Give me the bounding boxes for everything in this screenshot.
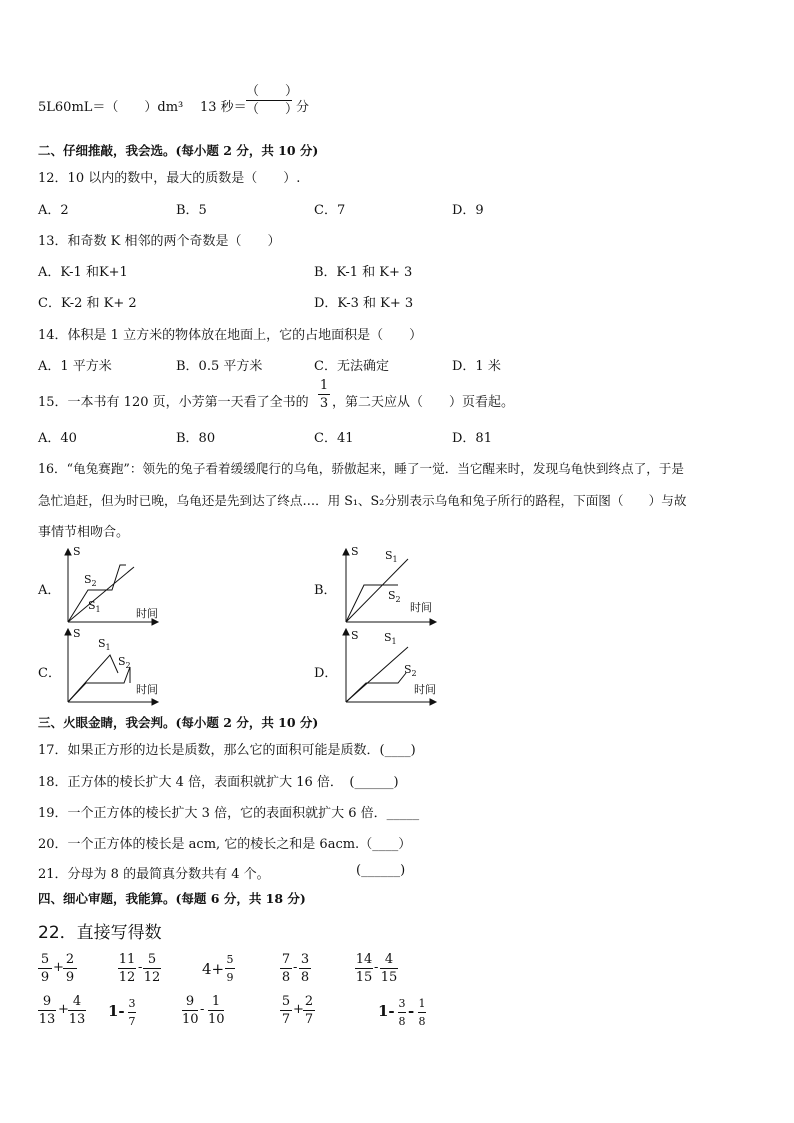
- q12-stem: 12．10 以内的数中，最大的质数是（ ）.: [38, 171, 301, 186]
- q13-stem: 13．和奇数 K 相邻的两个奇数是（ ）: [38, 234, 281, 249]
- calc-6-op: +: [58, 1002, 69, 1017]
- graph-label-c: C．: [38, 666, 61, 681]
- q12-opt-b: B．5: [176, 203, 207, 218]
- q15-opt-c: C．41: [314, 431, 354, 446]
- calc-3-whole: 4+: [202, 960, 225, 978]
- q16-line-2: 急忙追赶，但为时已晚，乌龟还是先到达了终点…．用 S₁、S₂分别表示乌龟和兔子所行的路程，下面图（ ）与故: [38, 493, 687, 508]
- calc-9-b: 2 7: [304, 994, 314, 1027]
- axis-time-label: 时间: [410, 601, 432, 614]
- axis-s-label: S: [351, 629, 359, 642]
- calc-7-whole: 1-: [108, 1002, 125, 1020]
- section-2-title: 二、仔细推敲，我会选。(每小题 2 分，共 10 分): [38, 143, 319, 158]
- calc-4-op: -: [293, 960, 298, 975]
- graph-d: [336, 625, 440, 709]
- graph-c: [58, 625, 162, 709]
- section-3-title: 三、火眼金睛，我会判。(每小题 2 分，共 10 分): [38, 715, 319, 730]
- calc-10-op2: -: [408, 1002, 415, 1020]
- calc-2-op: -: [138, 960, 143, 975]
- conversion-seconds: 13 秒＝: [200, 100, 247, 115]
- calc-8-a: 9 10: [182, 994, 199, 1027]
- q22-title: 22．直接写得数: [38, 923, 162, 943]
- q15-opt-b: B．80: [176, 431, 216, 446]
- q12-opt-c: C．7: [314, 203, 346, 218]
- calc-5-a: 14 15: [355, 952, 373, 985]
- calc-10-whole: 1-: [378, 1002, 395, 1020]
- calc-1-op: +: [53, 960, 64, 975]
- q14-opt-a: A．1 平方米: [38, 359, 112, 374]
- s1-label: $S_1$: [98, 637, 111, 652]
- calc-2-b: 5 12: [143, 952, 161, 985]
- q21-blank: (______): [356, 863, 406, 878]
- calc-10-b: 3 8: [398, 997, 406, 1028]
- calc-6-b: 4 13: [68, 994, 86, 1027]
- calc-4-b: 3 8: [300, 952, 310, 985]
- q20: 20．一个正方体的棱长是 acm, 它的棱长之和是 6acm.（____）: [38, 837, 412, 852]
- q15-stem-a: 15．一本书有 120 页，小芳第一天看了全书的: [38, 395, 309, 410]
- calc-2-a: 11 12: [118, 952, 136, 985]
- axis-time-label: 时间: [414, 683, 436, 696]
- q15-stem-b: ，第二天应从（ ）页看起。: [332, 395, 515, 410]
- q14-stem: 14．体积是 1 立方米的物体放在地面上，它的占地面积是（ ）: [38, 328, 423, 343]
- calc-1-a: 5 9: [38, 952, 52, 985]
- axis-s-label: S: [73, 545, 81, 558]
- graph-a: [58, 545, 162, 629]
- s1-line: [68, 655, 118, 702]
- q19: 19．一个正方体的棱长扩大 3 倍，它的表面积就扩大 6 倍．_____: [38, 806, 420, 821]
- q13-opt-a: A．K-1 和K+1: [38, 265, 128, 280]
- s2-line: [68, 667, 130, 702]
- graph-b: [336, 545, 440, 629]
- axis-s-label: S: [73, 627, 81, 640]
- calc-6-a: 9 13: [38, 994, 56, 1027]
- q16-line-3: 事情节相吻合。: [38, 525, 130, 540]
- calc-5-op: -: [374, 960, 379, 975]
- calc-4-a: 7 8: [281, 952, 291, 985]
- q14-opt-d: D．1 米: [452, 359, 501, 374]
- axis-s-label: S: [351, 545, 359, 558]
- s2-label: $S_2$: [388, 589, 401, 604]
- calc-9-op: +: [293, 1002, 304, 1017]
- s2-label: $S_2$: [404, 663, 417, 678]
- calc-3-b: 5 9: [226, 953, 234, 984]
- q17: 17．如果正方形的边长是质数，那么它的面积可能是质数．(____): [38, 743, 416, 758]
- calc-10-c: 1 8: [418, 997, 426, 1028]
- s2-label: $S_2$: [118, 655, 131, 670]
- q15-fraction: 1 3: [319, 378, 329, 411]
- q13-opt-c: C．K-2 和 K+ 2: [38, 296, 137, 311]
- s1-line: [346, 559, 408, 622]
- calc-8-b: 1 10: [208, 994, 225, 1027]
- calc-8-op: -: [200, 1002, 205, 1017]
- s2-label: $S_2$: [84, 573, 97, 588]
- q14-opt-c: C．无法确定: [314, 359, 389, 374]
- conversion-unit: 分: [296, 100, 310, 115]
- calc-5-b: 4 15: [380, 952, 398, 985]
- q15-opt-d: D．81: [452, 431, 492, 446]
- s1-label: $S_1$: [88, 599, 101, 614]
- conversion-volume: 5L60mL＝（ ）dm³: [38, 100, 184, 115]
- q13-opt-d: D．K-3 和 K+ 3: [314, 296, 414, 311]
- calc-7-b: 3 7: [128, 997, 136, 1028]
- calc-1-b: 2 9: [63, 952, 77, 985]
- conversion-fraction: （ ） （ ）: [246, 84, 299, 117]
- s1-label: $S_1$: [385, 549, 398, 564]
- q16-line-1: 16．“龟兔赛跑”：领先的兔子看着缓缓爬行的乌龟，骄傲起来，睡了一觉．当它醒来时，发现乌龟快到终点了，于是: [38, 461, 684, 476]
- s1-line: [68, 567, 134, 622]
- calc-9-a: 5 7: [281, 994, 291, 1027]
- q18: 18．正方体的棱长扩大 4 倍，表面积就扩大 16 倍． (______): [38, 775, 399, 790]
- q12-opt-a: A．2: [38, 203, 69, 218]
- axis-time-label: 时间: [136, 683, 158, 696]
- s1-label: $S_1$: [384, 631, 397, 646]
- s2-line: [346, 673, 406, 702]
- q13-opt-b: B．K-1 和 K+ 3: [314, 265, 413, 280]
- q21-stem: 21．分母为 8 的最简真分数共有 4 个。: [38, 867, 270, 882]
- q14-opt-b: B．0.5 平方米: [176, 359, 263, 374]
- graph-label-a: A．: [38, 583, 61, 598]
- q15-opt-a: A．40: [38, 431, 77, 446]
- axis-time-label: 时间: [136, 607, 158, 620]
- section-4-title: 四、细心审题，我能算。(每题 6 分，共 18 分): [38, 891, 306, 906]
- q12-opt-d: D．9: [452, 203, 484, 218]
- conversion-line: [38, 96, 183, 115]
- graph-label-b: B．: [314, 583, 337, 598]
- graph-label-d: D．: [314, 666, 338, 681]
